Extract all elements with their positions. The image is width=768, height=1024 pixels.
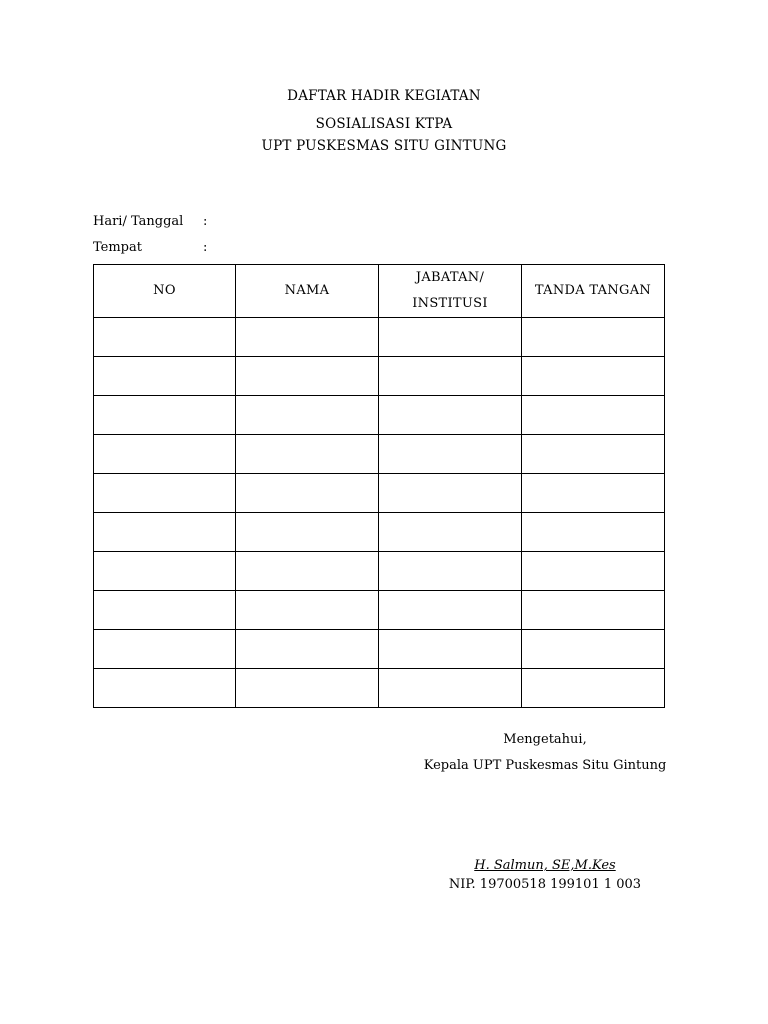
place-field	[93, 240, 207, 255]
document-subtitle: SOSIALISASI KTPA	[315, 116, 453, 132]
table-cell	[94, 435, 236, 474]
acknowledgement-label: Mengetahui,	[503, 732, 587, 747]
table-header-row	[94, 265, 665, 318]
table-row	[94, 630, 665, 669]
table-cell	[522, 396, 665, 435]
table-cell	[522, 474, 665, 513]
table-row	[94, 318, 665, 357]
table-cell	[522, 591, 665, 630]
table-cell	[522, 669, 665, 708]
date-label: Hari/ Tanggal	[93, 214, 184, 229]
table-cell	[379, 513, 522, 552]
table-cell	[236, 474, 379, 513]
table-cell	[379, 318, 522, 357]
column-header-position: JABATAN/ INSTITUSI	[379, 265, 522, 318]
table-cell	[522, 318, 665, 357]
table-cell	[379, 630, 522, 669]
date-field	[93, 214, 207, 229]
signer-name: H. Salmun, SE,M.Kes	[474, 858, 616, 873]
table-cell	[94, 591, 236, 630]
table-cell	[236, 357, 379, 396]
table-cell	[236, 318, 379, 357]
date-colon: :	[203, 214, 208, 229]
table-cell	[379, 435, 522, 474]
table-cell	[94, 669, 236, 708]
table-cell	[236, 591, 379, 630]
table-cell	[379, 552, 522, 591]
table-cell	[236, 513, 379, 552]
place-label: Tempat	[93, 240, 142, 255]
table-cell	[522, 513, 665, 552]
table-cell	[94, 396, 236, 435]
table-row	[94, 396, 665, 435]
table-cell	[236, 552, 379, 591]
attendance-table	[93, 264, 665, 708]
column-header-name: NAMA	[236, 265, 379, 318]
table-cell	[379, 357, 522, 396]
place-colon: :	[203, 240, 208, 255]
table-cell	[236, 669, 379, 708]
table-cell	[379, 591, 522, 630]
signer-position: Kepala UPT Puskesmas Situ Gintung	[423, 758, 667, 773]
table-row	[94, 474, 665, 513]
table-cell	[522, 357, 665, 396]
table-row	[94, 357, 665, 396]
table-row	[94, 552, 665, 591]
table-body	[94, 318, 665, 708]
column-header-signature: TANDA TANGAN	[522, 265, 665, 318]
table-row	[94, 669, 665, 708]
table-cell	[236, 630, 379, 669]
table-cell	[522, 552, 665, 591]
table-cell	[94, 552, 236, 591]
table-row	[94, 435, 665, 474]
table-cell	[379, 396, 522, 435]
table-row	[94, 513, 665, 552]
table-cell	[94, 630, 236, 669]
table-row	[94, 591, 665, 630]
document-title: DAFTAR HADIR KEGIATAN	[287, 88, 481, 104]
table-cell	[379, 669, 522, 708]
table-cell	[236, 396, 379, 435]
signer-nip: NIP. 19700518 199101 1 003	[448, 877, 642, 892]
table-cell	[94, 357, 236, 396]
table-cell	[94, 474, 236, 513]
table-cell	[522, 435, 665, 474]
organization-name: UPT PUSKESMAS SITU GINTUNG	[261, 138, 507, 154]
column-header-no: NO	[94, 265, 236, 318]
table-cell	[94, 513, 236, 552]
table-cell	[94, 318, 236, 357]
table-cell	[236, 435, 379, 474]
table-cell	[379, 474, 522, 513]
table-cell	[522, 630, 665, 669]
